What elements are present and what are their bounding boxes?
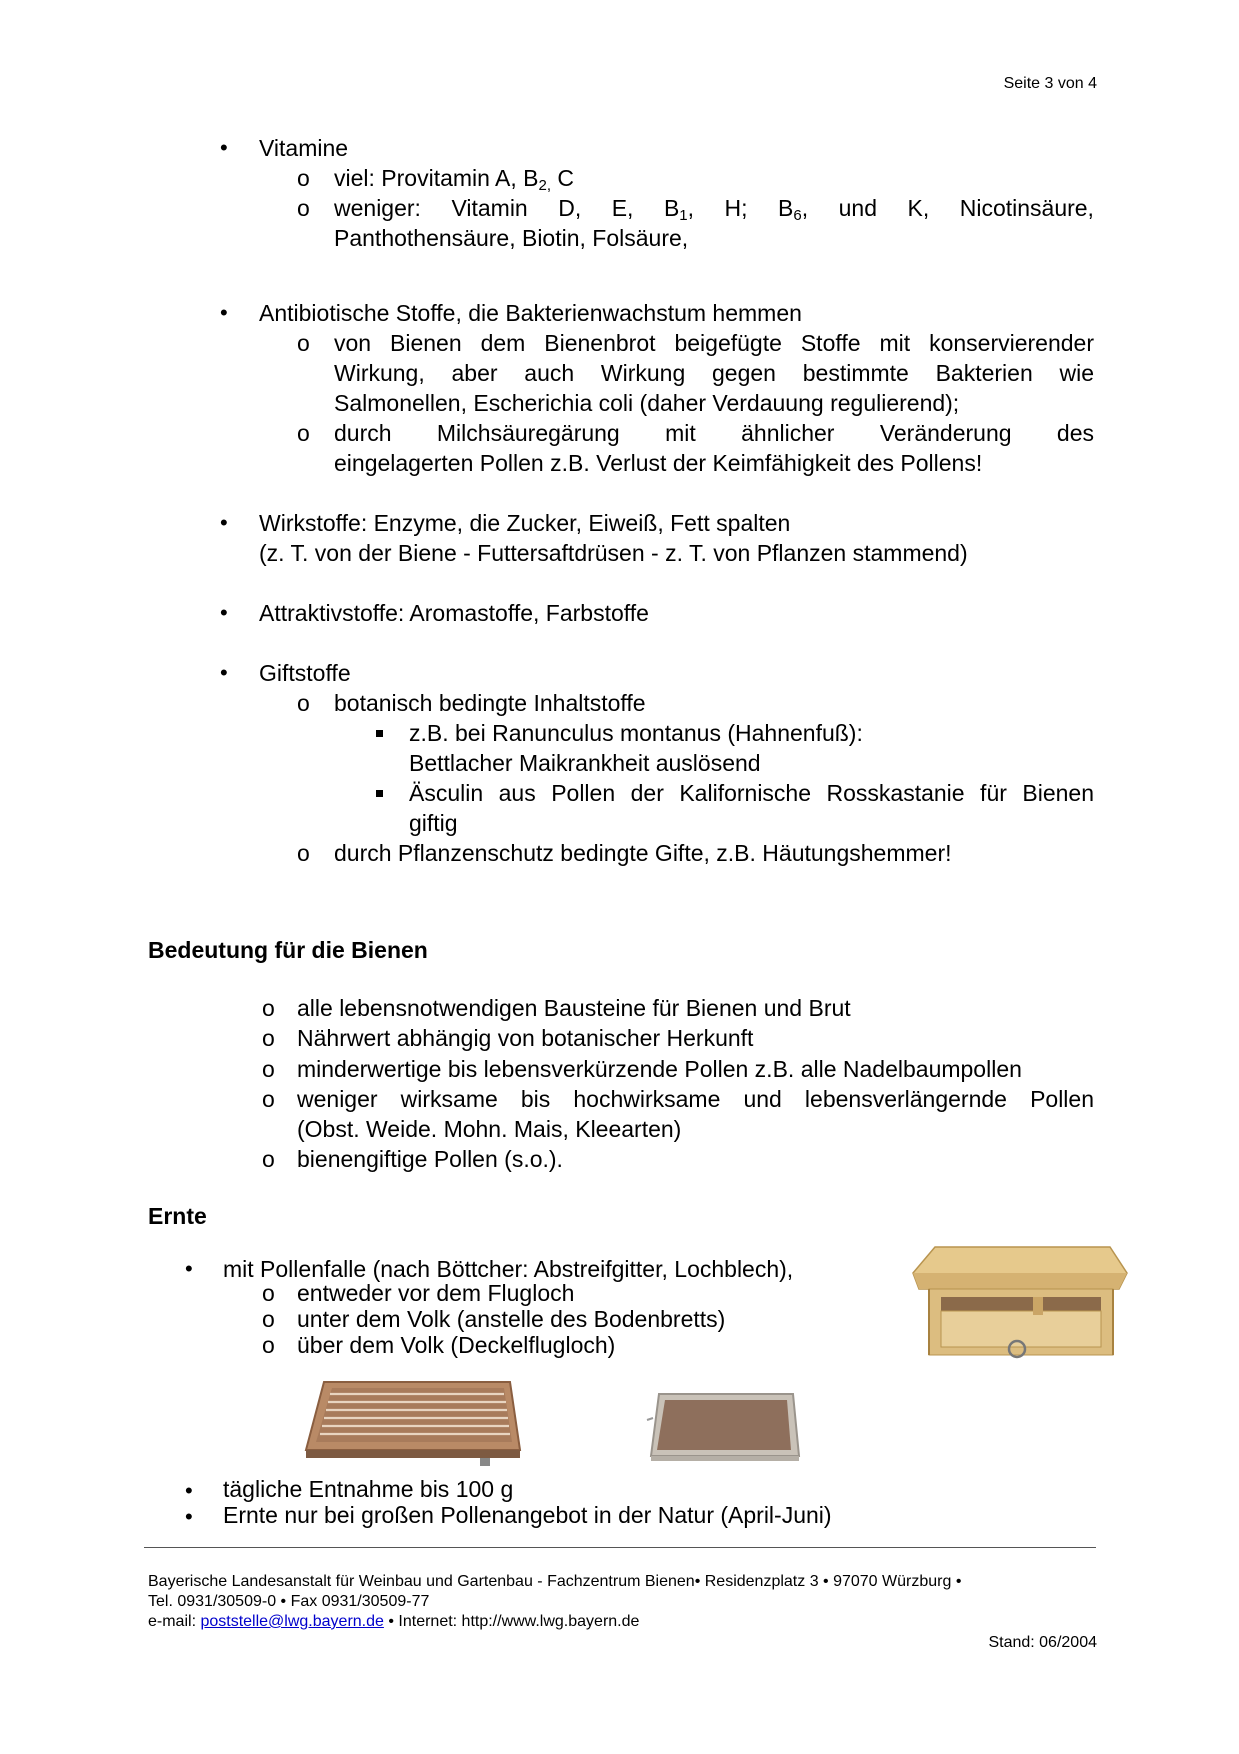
vitamine-weniger-word: Vitamin bbox=[451, 195, 528, 221]
bullet-o: o bbox=[262, 1086, 275, 1112]
bedeutung-item: alle lebensnotwendigen Bausteine für Bienen und Brut bbox=[297, 995, 851, 1021]
vitamine-weniger-word: K, bbox=[907, 195, 930, 221]
giftstoffe-sq2-l2: giftig bbox=[409, 810, 458, 836]
bullet-o: o bbox=[297, 330, 310, 356]
giftstoffe-title: Giftstoffe bbox=[259, 660, 351, 686]
antibiotika-item1-l3: Salmonellen, Escherichia coli (daher Verdauung regulierend); bbox=[334, 390, 960, 416]
antibiotika-item2-l1: durch Milchsäuregärung mit ähnlicher Veränderung des bbox=[334, 420, 1094, 446]
bullet-o: o bbox=[262, 1056, 275, 1082]
vitamine-weniger-word: H; bbox=[724, 195, 748, 221]
bullet-o: o bbox=[262, 1025, 275, 1051]
vitamine-title: Vitamine bbox=[259, 135, 349, 161]
bullet-o: o bbox=[262, 1332, 275, 1358]
bullet-o: o bbox=[262, 1146, 275, 1172]
bullet-o: o bbox=[297, 165, 310, 191]
vitamine-weniger-word: E, bbox=[611, 195, 634, 221]
email-link[interactable]: poststelle@lwg.bayern.de bbox=[200, 1613, 384, 1630]
antibiotika-item1-l1: von Bienen dem Bienenbrot beigefügte Stoffe mit konservierender bbox=[334, 330, 1094, 356]
vitamine-weniger-line1 bbox=[334, 193, 1094, 223]
antibiotika-item1-l2: Wirkung, aber auch Wirkung gegen bestimmte Bakterien wie bbox=[334, 360, 1094, 386]
bullet: • bbox=[220, 660, 228, 685]
ernte-zeitraum: Ernte nur bei großen Pollenangebot in der Natur (April-Juni) bbox=[223, 1502, 832, 1528]
giftstoffe-sq1-l2: Bettlacher Maikrankheit auslösend bbox=[409, 750, 761, 776]
vitamine-weniger-word: und bbox=[838, 195, 877, 221]
bullet-o: o bbox=[262, 1306, 275, 1332]
giftstoffe-sq1-l1: z.B. bei Ranunculus montanus (Hahnenfuß): bbox=[409, 720, 863, 746]
bedeutung-item: weniger wirksame bis hochwirksame und lebensverlängernde Pollen bbox=[297, 1086, 1094, 1112]
antibiotika-item2-l2: eingelagerten Pollen z.B. Verlust der Keimfähigkeit des Pollens! bbox=[334, 450, 983, 476]
footer-address: Bayerische Landesanstalt für Weinbau und Gartenbau - Fachzentrum Bienen• Residenzplatz 3 • 97070 Würzburg • bbox=[148, 1573, 962, 1590]
ernte-entnahme: tägliche Entnahme bis 100 g bbox=[223, 1476, 514, 1502]
bedeutung-item: minderwertige bis lebensverkürzende Pollen z.B. alle Nadelbaumpollen bbox=[297, 1056, 1022, 1082]
bullet: • bbox=[185, 1504, 193, 1529]
wirkstoffe-l1: Wirkstoffe: Enzyme, die Zucker, Eiweiß, Fett spalten bbox=[259, 510, 791, 536]
bullet: • bbox=[185, 1478, 193, 1503]
ernte-sub: entweder vor dem Flugloch bbox=[297, 1280, 575, 1306]
bullet: • bbox=[185, 1256, 193, 1281]
bullet: • bbox=[220, 510, 228, 535]
pollen-trap-box-photo bbox=[905, 1245, 1130, 1365]
footer-stand: Stand: 06/2004 bbox=[988, 1634, 1097, 1651]
vitamine-weniger-line2: Panthothensäure, Biotin, Folsäure, bbox=[334, 225, 689, 251]
attraktivstoffe: Attraktivstoffe: Aromastoffe, Farbstoffe bbox=[259, 600, 649, 626]
abstreifgitter-photo bbox=[298, 1378, 526, 1468]
bullet-o: o bbox=[297, 195, 310, 221]
bedeutung-item-cont: (Obst. Weide. Mohn. Mais, Kleearten) bbox=[297, 1116, 682, 1142]
vitamine-viel: viel: Provitamin A, $B_{2,}$ C bbox=[334, 165, 575, 194]
vitamine-weniger-word: Nicotinsäure, bbox=[959, 195, 1094, 221]
footer-contact: e-mail: poststelle@lwg.bayern.de • Internet: http://www.lwg.bayern.de bbox=[148, 1613, 640, 1630]
footer-phone: Tel. 0931/30509-0 • Fax 0931/30509-77 bbox=[148, 1593, 430, 1610]
footer-divider bbox=[144, 1547, 1096, 1548]
vitamine-weniger-word: D, bbox=[558, 195, 582, 221]
antibiotika-title: Antibiotische Stoffe, die Bakterienwachstum hemmen bbox=[259, 300, 802, 326]
ernte-sub: über dem Volk (Deckelflugloch) bbox=[297, 1332, 616, 1358]
heading-ernte: Ernte bbox=[148, 1203, 207, 1229]
vitamine-weniger-word: $B_6$, bbox=[778, 195, 809, 224]
bullet-o: o bbox=[297, 420, 310, 446]
bullet: • bbox=[220, 135, 228, 160]
giftstoffe-sq2-l1: Äsculin aus Pollen der Kalifornische Rosskastanie für Bienen bbox=[409, 780, 1094, 806]
bullet-square bbox=[376, 730, 383, 737]
giftstoffe-sub2: durch Pflanzenschutz bedingte Gifte, z.B. Häutungshemmer! bbox=[334, 840, 952, 866]
bullet: • bbox=[220, 600, 228, 625]
bullet-o: o bbox=[297, 690, 310, 716]
bedeutung-item: Nährwert abhängig von botanischer Herkunft bbox=[297, 1025, 754, 1051]
bullet-o: o bbox=[262, 995, 275, 1021]
heading-bedeutung: Bedeutung für die Bienen bbox=[148, 937, 428, 963]
bullet-o: o bbox=[297, 840, 310, 866]
vitamine-weniger-word: weniger: bbox=[334, 195, 421, 221]
giftstoffe-sub1: botanisch bedingte Inhaltstoffe bbox=[334, 690, 646, 716]
bullet: • bbox=[220, 300, 228, 325]
ernte-sub: unter dem Volk (anstelle des Bodenbretts) bbox=[297, 1306, 726, 1332]
bullet-o: o bbox=[262, 1280, 275, 1306]
vitamine-weniger-word: $B_1$, bbox=[663, 195, 695, 224]
page-number: Seite 3 von 4 bbox=[1003, 75, 1097, 92]
wirkstoffe-l2: (z. T. von der Biene - Futtersaftdrüsen - z. T. von Pflanzen stammend) bbox=[259, 540, 968, 566]
bedeutung-item: bienengiftige Pollen (s.o.). bbox=[297, 1146, 563, 1172]
ernte-main: mit Pollenfalle (nach Böttcher: Abstreifgitter, Lochblech), bbox=[223, 1256, 794, 1282]
lochblech-tray-photo bbox=[645, 1390, 805, 1466]
bullet-square bbox=[376, 790, 383, 797]
